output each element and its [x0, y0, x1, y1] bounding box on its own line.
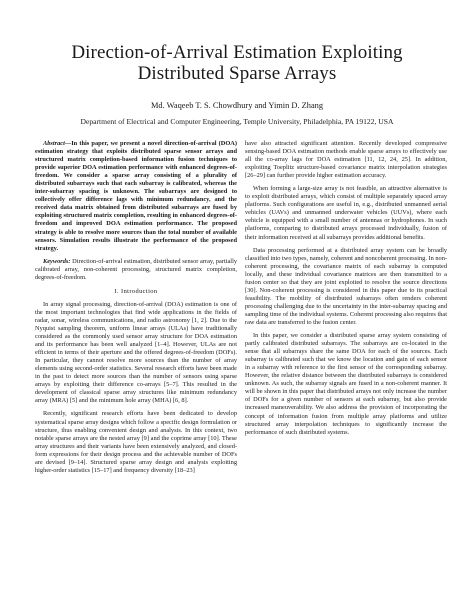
keywords-paragraph [35, 258, 237, 282]
body-paragraph: have also attracted significant attention. Recently developed compressive sensing-based DOA estimation methods enable sparse arrays to effectively use all the co-array lags for DOA estimation [11, 12, 24, 25]. In addition, exploiting Toeplitz structure-based covariance matrix interpolation strategies [26–29] can further provide higher estimation accuracy. [245, 140, 447, 180]
keywords-text: Direction-of-arrival estimation, distributed sensor array, partially calibrated array, non-coherent processing, structured matrix completion, degrees-of-freedom. [35, 257, 237, 281]
right-column [245, 140, 447, 437]
section-heading-introduction: I. Introduction [114, 287, 158, 295]
paper-title-line-2: Distributed Sparse Arrays [137, 63, 337, 84]
paper-title-line-1: Direction-of-Arrival Estimation Exploiting [71, 42, 403, 63]
abstract-paragraph [35, 140, 237, 253]
body-paragraph: Data processing performed at a distributed array system can be broadly classified into two types, namely, coherent and noncoherent processing. In non-coherent processing, the covariance matrix of each subarray is computed locally, and these individual covariance matrices are then transmitted to a fusion center so that they are joint exploited to resolve the source directions [30]. Non-coherent processing is considered in this paper due to its practical feasibility. The mobility of distributed subarrays often renders coherent processing challenging due to the uncertainty in the inter-subarray spacing and sampling time of the individual systems. Coherent processing also requires that raw data are transferred to the fusion center. [245, 246, 448, 326]
abstract-label: Abstract [43, 140, 65, 147]
left-column [35, 140, 237, 475]
abstract-text: —In this paper, we present a novel direction-of-arrival (DOA) estimation strategy that exploits distributed sparse sensor arrays and structured matrix completion-based information fusion techniques to provide superior DOA estimation performance with enhanced degrees-of-freedom. We consider a sparse array consisting of a plurality of distributed subarrays such that each subarray is calibrated, whereas the inter-subarray spacing is unknown. The subarrays are designed to collectively offer difference lags with minimum redundancy, and the received data matrix obtained from distributed subarrays are fused by exploiting structured matrix completion, resulting in enhanced degrees-of-freedom and improved DOA estimation performance. The proposed strategy is able to resolve more sources than the total number of available sensors. Simulation results illustrate the performance of the proposed strategy. [35, 140, 237, 252]
body-paragraph: Recently, significant research efforts have been dedicated to develop systematical sparse array designs which follow a specific design formulation or structure, thus enabling convenient design and analysis. In this context, two notable sparse arrays are the nested array [9] and the coprime array [10]. These array structures and their variants have been extensively analyzed, and closed-form expressions for their design process and the achievable number of DOFs are devised [9–14]. Structured sparse array design and analysis exploiting higher-order statistics [15–17] and frequency diversity [18–23] [35, 410, 237, 474]
body-paragraph: When forming a large-size array is not feasible, an attractive alternative is to exploit distributed arrays, which consist of multiple separately spaced array platforms. Such configurations are useful in, e.g., distributed unmanned aerial vehicles (UAVs) and unmanned underwater vehicles (UUVs), where each vehicle is equipped with a small number of antennas or hydrophones. In such platforms, comparing to distributed arrays processed individually, fusion of their information received at all subarrays provides additional benefits. [245, 185, 447, 241]
author-affiliation: Department of Electrical and Computer Engineering, Temple University, Philadelphia, PA 19122, USA [80, 117, 394, 126]
body-paragraph: In this paper, we consider a distributed sparse array system consisting of partly calibrated distributed subarrays. The subarrays are co-located in the sense that all subarrays share the same DOA for each of the sources. Each subarray is calibrated such that we know the location and gain of each sensor in a subarray with reference to the first sensor of the corresponding subarray. However, the relative distance between the distributed subarrays is considered unknown. As such, the subarray signals are fused in a non-coherent manner. It will be shown in this paper that distributed arrays not only increase the number of DOFs for a given number of sensors at each subarray, but also provide increased maneuverability. We also address the provision of incorporating the concept of information fusion from multiple array platforms and utilize structured array interpolation techniques to significantly increase the performance of such distributed systems. [245, 332, 447, 436]
keywords-label: Keywords: [43, 257, 71, 265]
author-list: Md. Waqeeb T. S. Chowdhury and Yimin D. Zhang [150, 101, 324, 110]
body-paragraph: In array signal processing, direction-of-arrival (DOA) estimation is one of the most important technologies that find wide applications in the fields of radar, sonar, wireless communications, and radio astronomy [1, 2]. Due to the Nyquist sampling theorem, uniform linear arrays (ULAs) have traditionally considered as the commonly used sensor array structure for DOA estimation and its performance has been well analyzed [1–4]. However, ULAs are not efficient in terms of their aperture and the offered degrees-of-freedom (DOFs). In particular, they cannot resolve more sources than the number of array elements using second-order statistics. Several research efforts have been made in the past to detect more sources than the number of sensors using sparse arrays by exploiting their difference co-arrays [5–7]. This resulted in the development of classical sparse array structures like minimum redundancy array (MRA) [5] and the minimum hole array (MHA) [6, 8]. [35, 300, 237, 405]
